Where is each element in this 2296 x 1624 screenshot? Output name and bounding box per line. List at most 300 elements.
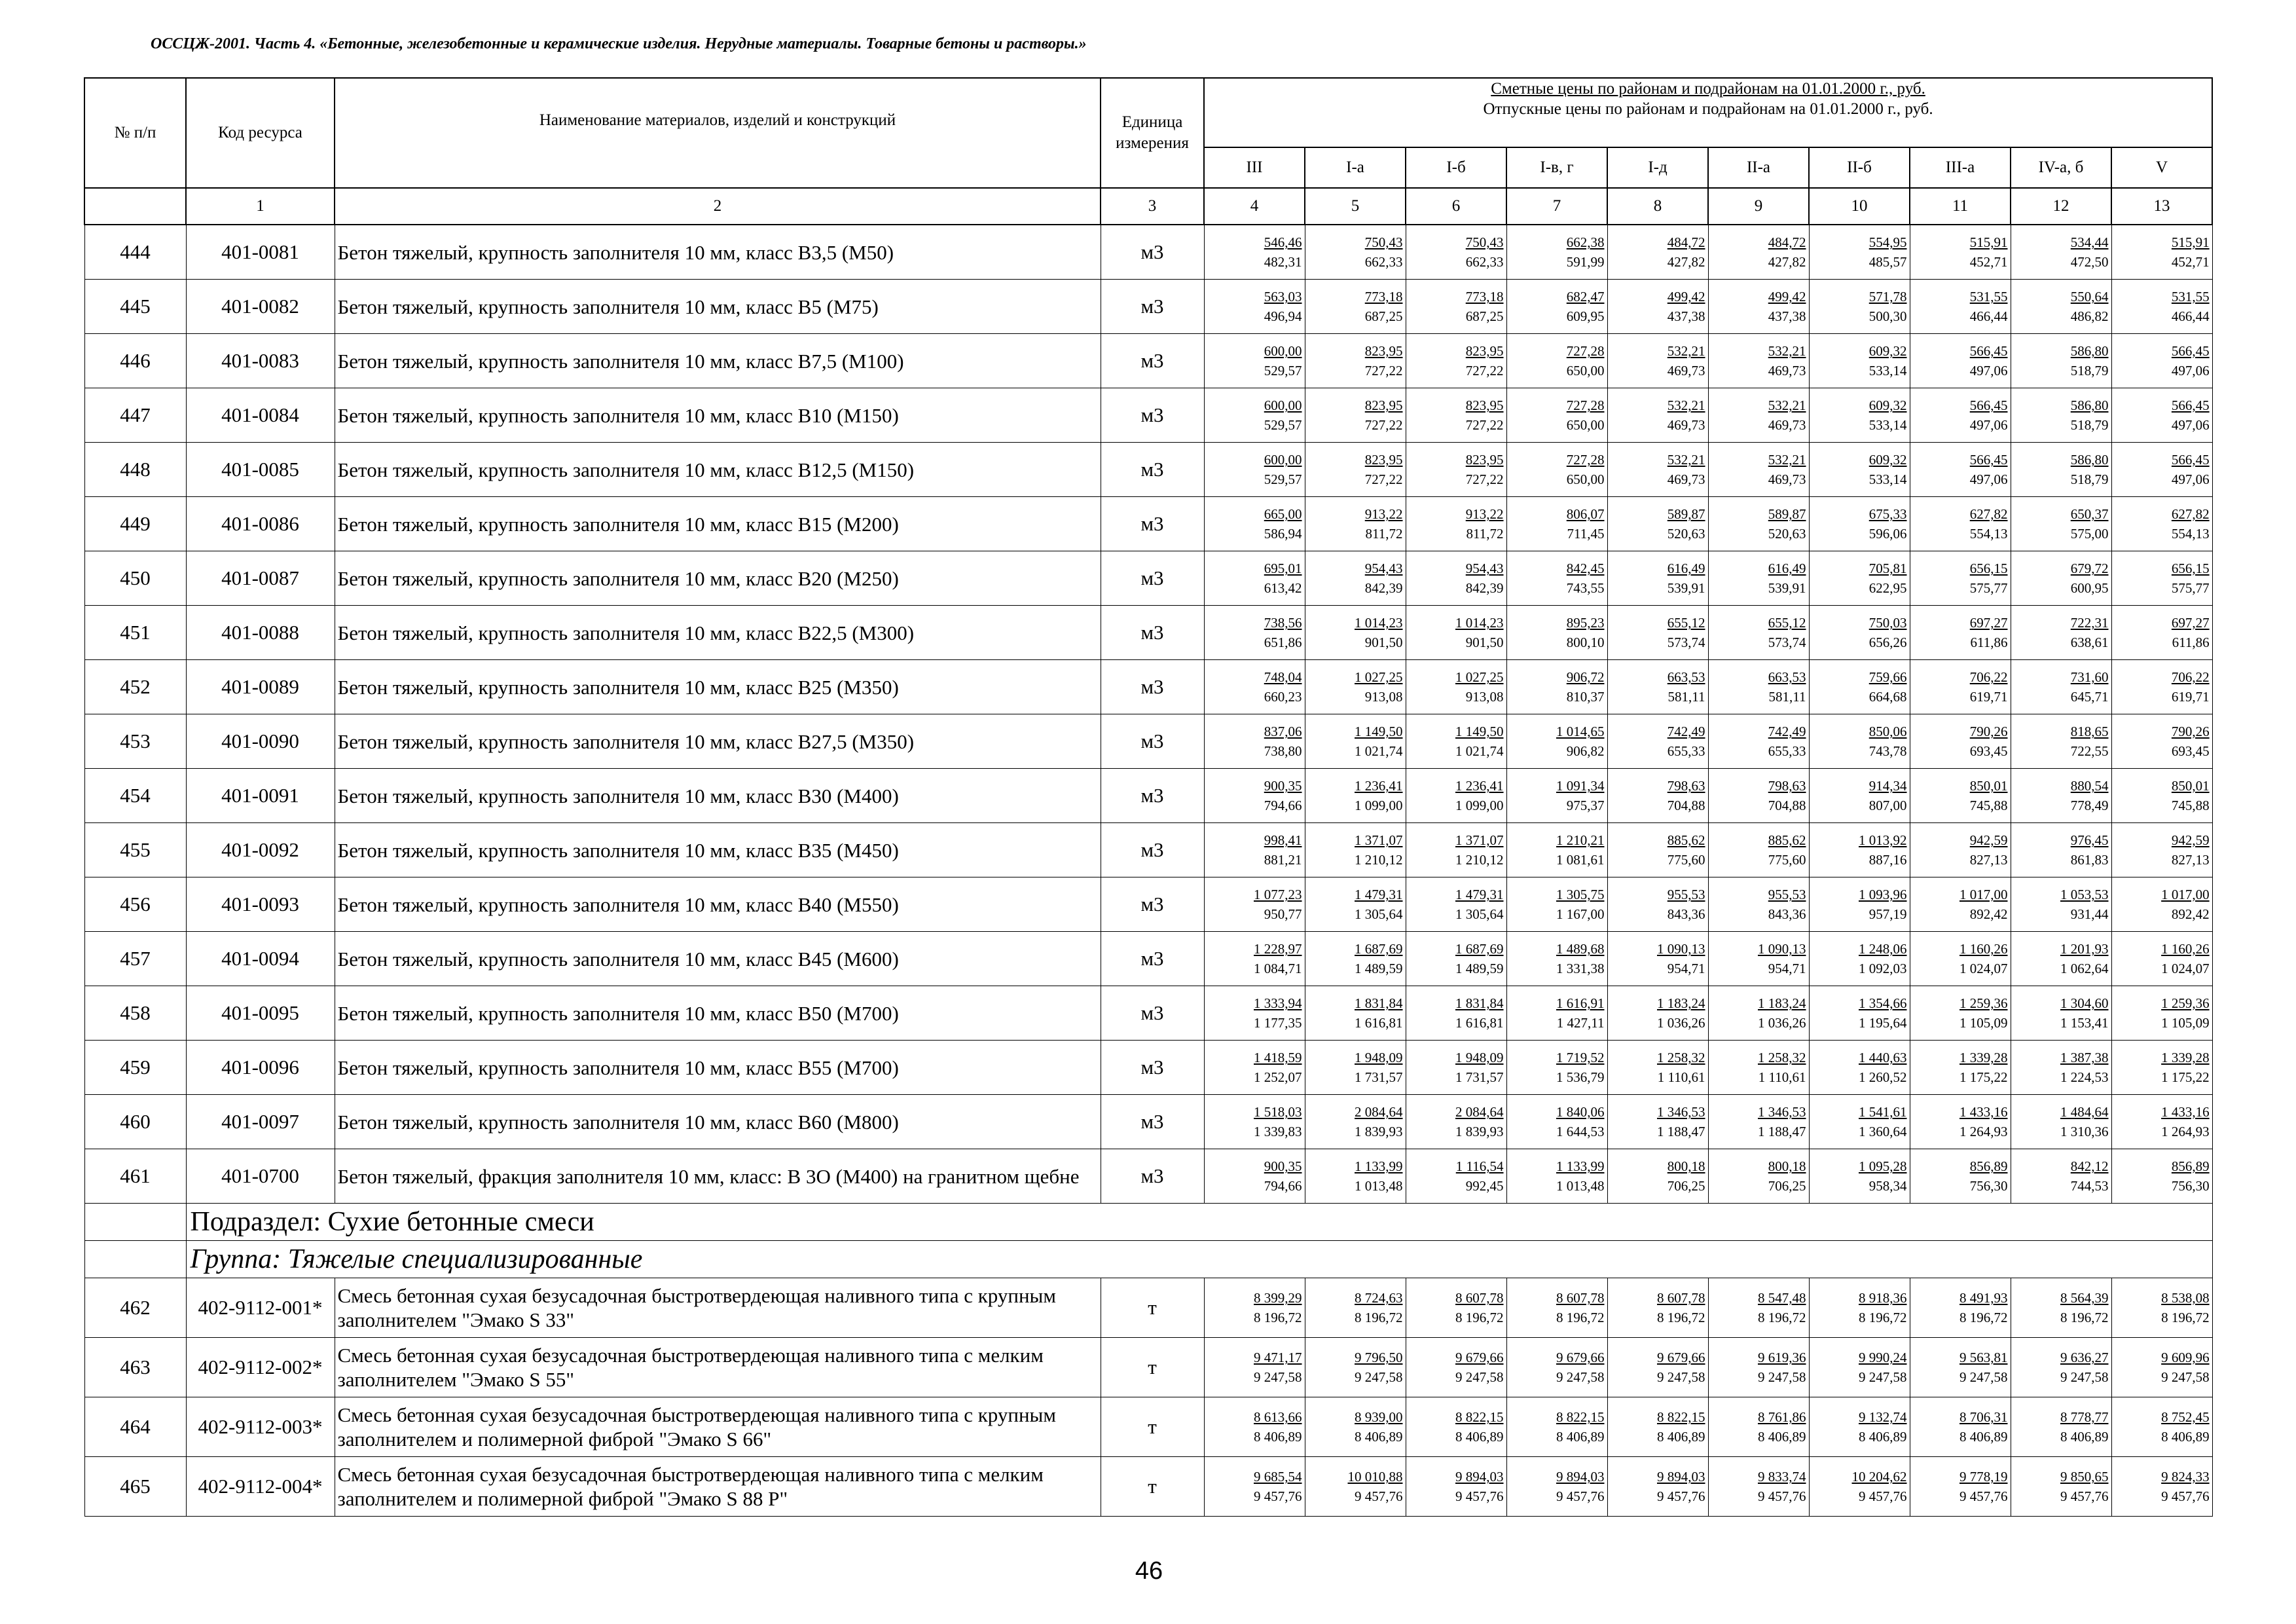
price-cell [1910,1338,2011,1397]
estimated-price: 532,21 [1667,397,1705,413]
release-price: 573,74 [1768,635,1806,650]
table-row [84,606,2212,660]
estimated-price: 566,45 [2171,343,2210,359]
price-cell [1204,823,1305,877]
price-cell [1607,769,1708,823]
estimated-price: 1 433,16 [1959,1104,2008,1120]
price-cell [1506,660,1607,714]
release-price: 975,37 [1566,798,1605,813]
header-resource-code: Код ресурса [186,78,335,188]
release-price: 1 036,26 [1657,1015,1705,1031]
estimated-price: 9 471,17 [1254,1350,1302,1365]
price-cell [1506,388,1607,443]
price-cell [1809,497,1910,551]
estimated-price: 1 210,21 [1556,832,1605,848]
unit: т [1101,1338,1204,1397]
release-price: 1 616,81 [1355,1015,1403,1031]
estimated-price: 798,63 [1768,778,1806,794]
estimated-price: 842,12 [2070,1158,2109,1174]
price-cell [1506,714,1607,769]
estimated-price: 566,45 [2171,452,2210,468]
price-cell [1506,823,1607,877]
estimated-price: 586,80 [2070,397,2109,413]
price-cell [2011,769,2111,823]
material-name: Бетон тяжелый, крупность заполнителя 10 мм, класс В5 (М75) [335,280,1101,334]
resource-code: 402-9112-003* [186,1397,335,1457]
row-number: 460 [84,1095,186,1149]
estimated-price: 750,03 [1868,615,1907,631]
estimated-price: 1 387,38 [2060,1050,2109,1065]
estimated-price: 1 077,23 [1254,887,1302,902]
price-cell [1204,1338,1305,1397]
estimated-price: 742,49 [1667,724,1705,739]
estimated-price: 1 258,32 [1758,1050,1806,1065]
price-cell [1809,280,1910,334]
table-row [84,225,2212,280]
price-cell [2111,1338,2212,1397]
release-price: 8 406,89 [2060,1429,2109,1445]
price-cell [1406,1397,1506,1457]
price-cell [1708,769,1809,823]
table-row [84,986,2212,1041]
region-header: II-б [1809,147,1910,188]
table-row [84,443,2212,497]
release-price: 611,86 [1970,635,2008,650]
price-cell [1607,497,1708,551]
estimated-price: 1 258,32 [1657,1050,1705,1065]
price-cell [1506,1278,1607,1338]
release-price: 954,71 [1768,961,1806,976]
release-price: 892,42 [1969,906,2008,922]
estimated-price: 8 822,15 [1556,1409,1605,1425]
release-price: 645,71 [2070,689,2109,705]
table-row [84,280,2212,334]
table-row [84,497,2212,551]
release-price: 1 099,00 [1455,798,1504,813]
estimated-price: 616,49 [1667,561,1705,576]
release-price: 727,22 [1364,471,1403,487]
estimated-price: 913,22 [1465,506,1504,522]
price-cell [1506,1457,1607,1517]
row-number: 456 [84,877,186,932]
estimated-price: 1 183,24 [1657,995,1705,1011]
price-cell [1305,388,1406,443]
estimated-price: 8 547,48 [1758,1290,1806,1306]
release-price: 554,13 [2171,526,2210,542]
price-cell [1607,280,1708,334]
estimated-price: 914,34 [1868,778,1907,794]
row-number: 445 [84,280,186,334]
price-cell [1809,986,1910,1041]
estimated-price: 1 091,34 [1556,778,1605,794]
estimated-price: 1 027,25 [1355,669,1403,685]
release-price: 638,61 [2070,635,2109,650]
price-cell [2111,660,2212,714]
release-price: 497,06 [1969,363,2008,378]
release-price: 727,22 [1465,363,1504,378]
release-price: 591,99 [1566,254,1605,270]
price-cell [1204,877,1305,932]
release-price: 9 457,76 [1254,1488,1302,1504]
price-cell [2111,769,2212,823]
estimated-price: 8 778,77 [2060,1409,2109,1425]
price-cell [1809,932,1910,986]
price-cell [1607,551,1708,606]
price-cell [1204,1278,1305,1338]
price-cell [1910,334,2011,388]
price-cell [1910,443,2011,497]
material-name: Бетон тяжелый, крупность заполнителя 10 мм, класс В12,5 (М150) [335,443,1101,497]
region-header: V [2111,147,2212,188]
estimated-price: 1 017,00 [1959,887,2008,902]
estimated-price: 1 133,99 [1556,1158,1605,1174]
price-cell [1204,334,1305,388]
release-price: 8 196,72 [1455,1310,1504,1325]
estimated-price: 9 778,19 [1959,1469,2008,1485]
table-row [84,660,2212,714]
price-cell [1305,1041,1406,1095]
release-price: 427,82 [1667,254,1705,270]
estimated-price: 515,91 [2171,234,2210,250]
release-price: 9 247,58 [1657,1369,1705,1385]
release-price: 575,77 [2171,580,2210,596]
price-cell [1305,932,1406,986]
price-cell [2111,280,2212,334]
resource-code: 401-0081 [186,225,335,280]
release-price: 437,38 [1768,308,1806,324]
price-cell [1809,877,1910,932]
price-cell [1809,225,1910,280]
price-cell [1809,551,1910,606]
price-cell [1607,1338,1708,1397]
release-price: 745,88 [1969,798,2008,813]
release-price: 650,00 [1566,417,1605,433]
release-price: 794,66 [1264,798,1302,813]
estimated-price: 1 183,24 [1758,995,1806,1011]
estimated-price: 532,21 [1667,452,1705,468]
price-cell [1809,823,1910,877]
resource-code: 401-0097 [186,1095,335,1149]
material-name: Бетон тяжелый, крупность заполнителя 10 мм, класс В15 (М200) [335,497,1101,551]
estimated-price: 1 053,53 [2060,887,2109,902]
release-price: 1 331,38 [1556,961,1605,976]
price-cell [1305,660,1406,714]
estimated-price: 566,45 [1969,397,2008,413]
group-spacer [84,1241,186,1278]
estimated-price: 1 014,23 [1355,615,1403,631]
estimated-price: 823,95 [1465,343,1504,359]
subsection-title: Подраздел: Сухие бетонные смеси [186,1204,2212,1241]
estimated-price: 499,42 [1667,289,1705,304]
release-price: 9 247,58 [2060,1369,2109,1385]
release-price: 800,10 [1566,635,1605,650]
release-price: 9 247,58 [1254,1369,1302,1385]
estimated-price: 9 824,33 [2161,1469,2210,1485]
material-name: Бетон тяжелый, крупность заполнителя 10 мм, класс В7,5 (М100) [335,334,1101,388]
release-price: 1 021,74 [1455,743,1504,759]
release-price: 1 110,61 [1758,1069,1806,1085]
release-price: 1 084,71 [1254,961,1302,976]
price-cell [2011,877,2111,932]
estimated-price: 9 609,96 [2161,1350,2210,1365]
estimated-price: 663,53 [1667,669,1705,685]
release-price: 8 196,72 [1556,1310,1605,1325]
release-price: 9 457,76 [1859,1488,1907,1504]
estimated-price: 534,44 [2070,234,2109,250]
price-cell [1809,714,1910,769]
release-price: 9 247,58 [1455,1369,1504,1385]
table-row [84,388,2212,443]
price-cell [1406,932,1506,986]
price-cell [1506,443,1607,497]
estimated-price: 1 433,16 [2161,1104,2210,1120]
price-cell [1708,280,1809,334]
estimated-price: 1 248,06 [1859,941,1907,957]
price-cell [1305,1338,1406,1397]
group-title: Группа: Тяжелые специализированные [186,1241,2212,1278]
release-price: 529,57 [1264,417,1302,433]
estimated-price: 515,91 [1969,234,2008,250]
price-cell [2011,1397,2111,1457]
price-cell [1506,606,1607,660]
material-name: Бетон тяжелый, крупность заполнителя 10 мм, класс В3,5 (М50) [335,225,1101,280]
price-cell [1910,986,2011,1041]
release-price: 744,53 [2070,1178,2109,1194]
price-cell [1910,1278,2011,1338]
unit: м3 [1101,388,1204,443]
price-cell [1204,443,1305,497]
price-cell [2111,1041,2212,1095]
price-cell [2111,225,2212,280]
price-cell [1910,388,2011,443]
estimated-price: 8 564,39 [2060,1290,2109,1306]
release-price: 8 196,72 [1657,1310,1705,1325]
column-number: 6 [1406,188,1506,225]
release-price: 1 105,09 [2161,1015,2210,1031]
release-price: 1 081,61 [1556,852,1605,868]
estimated-price: 738,56 [1264,615,1302,631]
table-row [84,823,2212,877]
estimated-price: 750,43 [1465,234,1504,250]
estimated-price: 1 371,07 [1355,832,1403,848]
price-cell [1204,769,1305,823]
estimated-price: 8 607,78 [1556,1290,1605,1306]
release-price: 8 406,89 [1254,1429,1302,1445]
release-price: 662,33 [1465,254,1504,270]
price-cell [1204,1457,1305,1517]
price-cell [1809,1095,1910,1149]
release-price: 8 196,72 [1959,1310,2008,1325]
table-row [84,877,2212,932]
release-price: 437,38 [1667,308,1705,324]
estimated-price: 1 236,41 [1355,778,1403,794]
price-cell [1607,225,1708,280]
resource-code: 401-0090 [186,714,335,769]
price-cell [1406,334,1506,388]
estimated-price: 8 822,15 [1455,1409,1504,1425]
release-price: 586,94 [1264,526,1302,542]
release-price: 427,82 [1768,254,1806,270]
release-price: 600,95 [2070,580,2109,596]
release-price: 452,71 [2171,254,2210,270]
material-name: Бетон тяжелый, крупность заполнителя 10 мм, класс В27,5 (М350) [335,714,1101,769]
release-price: 651,86 [1264,635,1302,650]
release-price: 472,50 [2070,254,2109,270]
row-number: 458 [84,986,186,1041]
resource-code: 401-0083 [186,334,335,388]
release-price: 575,77 [1969,580,2008,596]
price-cell [1305,334,1406,388]
estimated-price: 8 607,78 [1657,1290,1705,1306]
unit: м3 [1101,606,1204,660]
unit: м3 [1101,823,1204,877]
estimated-price: 1 831,84 [1455,995,1504,1011]
estimated-price: 759,66 [1868,669,1907,685]
price-cell [1406,606,1506,660]
estimated-price: 1 090,13 [1758,941,1806,957]
estimated-price: 823,95 [1364,452,1403,468]
estimated-price: 913,22 [1364,506,1403,522]
estimated-price: 823,95 [1465,397,1504,413]
release-price: 1 021,74 [1355,743,1403,759]
estimated-price: 1 014,23 [1455,615,1504,631]
price-cell [1607,1278,1708,1338]
estimated-price: 856,89 [2171,1158,2210,1174]
estimated-price: 1 090,13 [1657,941,1705,957]
release-price: 957,19 [1868,906,1907,922]
header-prices-estimated: Сметные цены по районам и подрайонам на 01.01.2000 г., руб. [1491,80,1925,98]
release-price: 1 195,64 [1859,1015,1907,1031]
release-price: 650,00 [1566,471,1605,487]
estimated-price: 942,59 [1969,832,2008,848]
estimated-price: 1 354,66 [1859,995,1907,1011]
column-number: 10 [1809,188,1910,225]
release-price: 827,13 [2171,852,2210,868]
unit: м3 [1101,1041,1204,1095]
price-cell [1708,1149,1809,1204]
price-cell [1910,551,2011,606]
unit: м3 [1101,551,1204,606]
estimated-price: 1 840,06 [1556,1104,1605,1120]
table-row [84,714,2212,769]
release-price: 756,30 [1969,1178,2008,1194]
price-cell [1910,660,2011,714]
release-price: 554,13 [1969,526,2008,542]
price-cell [2111,606,2212,660]
estimated-price: 731,60 [2070,669,2109,685]
price-cell [1406,1338,1506,1397]
estimated-price: 823,95 [1364,343,1403,359]
release-price: 518,79 [2070,417,2109,433]
release-price: 9 247,58 [2161,1369,2210,1385]
estimated-price: 1 418,59 [1254,1050,1302,1065]
table-row [84,1149,2212,1204]
estimated-price: 748,04 [1264,669,1302,685]
estimated-price: 550,64 [2070,289,2109,304]
column-number: 3 [1101,188,1204,225]
price-cell [2011,280,2111,334]
estimated-price: 8 706,31 [1959,1409,2008,1425]
material-name: Бетон тяжелый, крупность заполнителя 10 мм, класс В10 (М150) [335,388,1101,443]
unit: т [1101,1278,1204,1338]
resource-code: 401-0084 [186,388,335,443]
release-price: 1 062,64 [2060,961,2109,976]
release-price: 727,22 [1465,471,1504,487]
price-cell [1910,769,2011,823]
price-cell [1204,225,1305,280]
estimated-price: 655,12 [1667,615,1705,631]
price-cell [1708,877,1809,932]
price-cell [1506,932,1607,986]
estimated-price: 532,21 [1768,452,1806,468]
group-row [84,1241,2212,1278]
release-price: 469,73 [1667,363,1705,378]
price-cell [1204,1041,1305,1095]
column-number: 9 [1708,188,1809,225]
release-price: 745,88 [2171,798,2210,813]
release-price: 913,08 [1364,689,1403,705]
resource-code: 401-0700 [186,1149,335,1204]
estimated-price: 571,78 [1868,289,1907,304]
price-cell [1406,986,1506,1041]
price-table [84,77,2213,1517]
release-price: 9 247,58 [1959,1369,2008,1385]
row-number: 453 [84,714,186,769]
price-cell [1910,1457,2011,1517]
release-price: 469,73 [1667,417,1705,433]
release-price: 9 457,76 [2060,1488,2109,1504]
material-name: Бетон тяжелый, крупность заполнителя 10 мм, класс В50 (М700) [335,986,1101,1041]
unit: м3 [1101,877,1204,932]
release-price: 533,14 [1868,471,1907,487]
estimated-price: 1 304,60 [2060,995,2109,1011]
header-prices-release: Отпускные цены по районам и подрайонам на 01.01.2000 г., руб. [1483,100,1933,118]
release-price: 1 536,79 [1556,1069,1605,1085]
estimated-price: 531,55 [2171,289,2210,304]
release-price: 9 457,76 [1959,1488,2008,1504]
release-price: 693,45 [1969,743,2008,759]
release-price: 1 252,07 [1254,1069,1302,1085]
estimated-price: 8 491,93 [1959,1290,2008,1306]
region-header: IV-а, б [2011,147,2111,188]
estimated-price: 563,03 [1264,289,1302,304]
release-price: 1 489,59 [1455,961,1504,976]
release-price: 1 167,00 [1556,906,1605,922]
release-price: 727,22 [1364,363,1403,378]
resource-code: 402-9112-004* [186,1457,335,1517]
estimated-price: 706,22 [1969,669,2008,685]
price-cell [1607,823,1708,877]
estimated-price: 790,26 [2171,724,2210,739]
release-price: 1 177,35 [1254,1015,1302,1031]
price-cell [2111,551,2212,606]
price-cell [1406,1278,1506,1338]
region-header: III-а [1910,147,2011,188]
table-header [84,78,2212,225]
price-cell [1708,1338,1809,1397]
estimated-price: 742,49 [1768,724,1806,739]
release-price: 539,91 [1667,580,1705,596]
release-price: 1 153,41 [2060,1015,2109,1031]
release-price: 1 339,83 [1254,1124,1302,1139]
unit: м3 [1101,1149,1204,1204]
estimated-price: 484,72 [1768,234,1806,250]
estimated-price: 1 116,54 [1455,1158,1504,1174]
estimated-price: 773,18 [1465,289,1504,304]
release-price: 901,50 [1465,635,1504,650]
estimated-price: 1 541,61 [1859,1104,1907,1120]
estimated-price: 1 017,00 [2161,887,2210,902]
